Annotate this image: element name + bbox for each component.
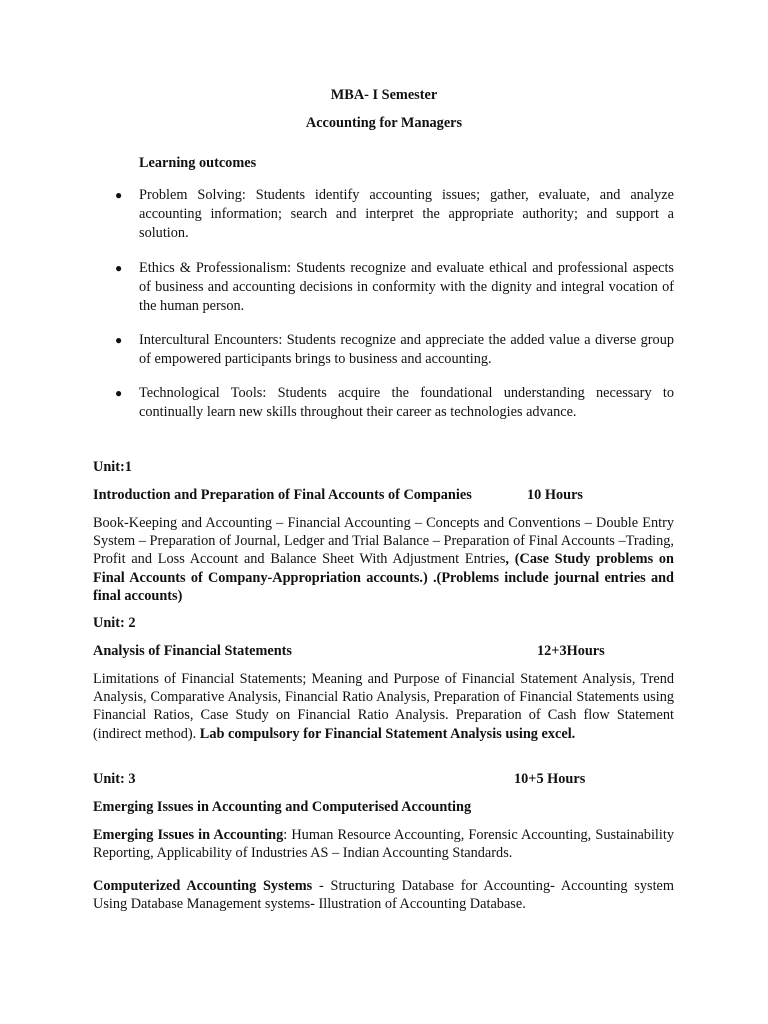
bullet-icon: ●: [115, 188, 123, 202]
unit2-body-text: Limitations of Financial Statements; Meaning and Purpose of Financial Statement Analysis, Trend Analysis, Comparative Analysis, Financial Ratio Analysis, Preparation of Financial Statements using Financial Ratios, Case Study on Financial Ratio Analysis. Preparation of Cash flow Statement (indirect method).: [93, 671, 674, 742]
unit1-body-bold: , (Case Study problems on Final Accounts of Company-Appropriation accounts.) .(Problems include journal entries and final accounts): [93, 551, 675, 604]
unit1-body-text: Book-Keeping and Accounting – Financial Accounting – Concepts and Conventions – Double Entry System – Preparation of Journal, Ledger and Trial Balance – Preparation of Final Accounts –Trading, Profit and Loss Account and Balance Sheet With Adjustment Entries: [93, 515, 674, 568]
bullet-icon: ●: [115, 333, 123, 347]
semester-title: MBA- I Semester: [330, 87, 438, 103]
unit2-body: [93, 670, 674, 743]
unit3-para1-text: : Human Resource Accounting, Forensic Accounting, Sustainability Reporting, Applicability of Industries AS – Indian Accounting Standards.: [93, 827, 674, 862]
unit1-body: [93, 514, 674, 605]
unit2-hours: 12+3Hours: [537, 643, 605, 659]
unit1-title: Introduction and Preparation of Final Accounts of Companies: [93, 487, 472, 503]
unit3-para1-bold: Emerging Issues in Accounting: [93, 827, 284, 843]
unit3-label: Unit: 3: [93, 771, 136, 787]
unit3-para2: [93, 877, 674, 913]
unit3-para1: [93, 826, 674, 862]
unit3-title: Emerging Issues in Accounting and Computerised Accounting: [93, 799, 472, 815]
unit1-hours: 10 Hours: [527, 487, 584, 503]
outcome-item: Technological Tools: Students acquire the foundational understanding necessary to continually learn new skills throughout their career as technologies advance.: [139, 385, 674, 420]
outcome-item: Problem Solving: Students identify accounting issues; gather, evaluate, and analyze accounting information; search and interpret the appropriate authority; and support a solution.: [139, 187, 674, 241]
unit1-label: Unit:1: [93, 459, 132, 475]
unit3-para2-bold: Computerized Accounting Systems: [93, 878, 313, 894]
learning-outcomes-heading: Learning outcomes: [139, 155, 257, 171]
unit2-title: Analysis of Financial Statements: [93, 643, 292, 659]
unit3-para2-text: - Structuring Database for Accounting- Accounting system Using Database Management systems- Illustration of Accounting Database.: [93, 878, 675, 913]
outcome-item: Ethics & Professionalism: Students recognize and evaluate ethical and professional aspects of business and accounting decisions in conformity with the dignity and integral vocation of the human person.: [139, 260, 674, 314]
course-title: Accounting for Managers: [305, 115, 463, 131]
bullet-icon: ●: [115, 261, 123, 275]
bullet-icon: ●: [115, 386, 123, 400]
unit2-body-bold: Lab compulsory for Financial Statement Analysis using excel.: [199, 725, 576, 742]
outcome-item: Intercultural Encounters: Students recognize and appreciate the added value a diverse group of empowered participants brings to business and accounting.: [139, 332, 674, 367]
unit2-label: Unit: 2: [93, 615, 136, 631]
unit3-hours: 10+5 Hours: [514, 771, 586, 787]
